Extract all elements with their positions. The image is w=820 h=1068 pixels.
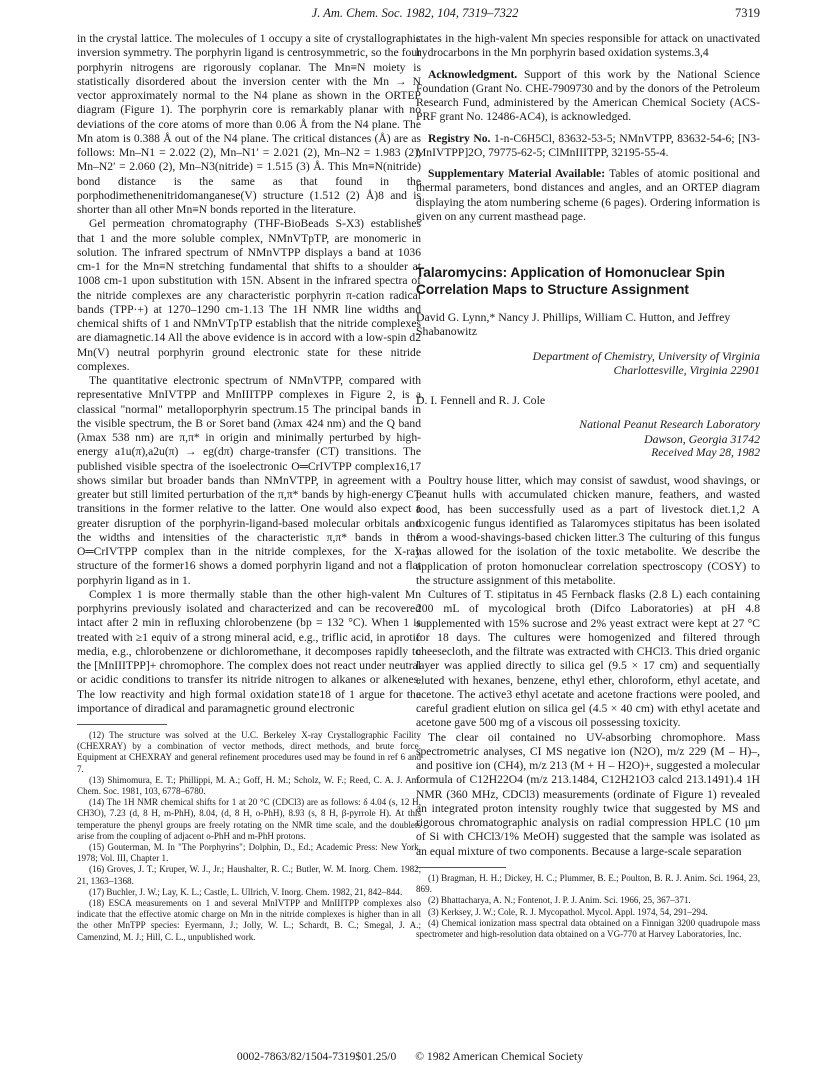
body-paragraph: Gel permeation chromatography (THF-BioBeads S-X3) establishes that 1 and the more soluble complex, NMnVTpTP, are monomeric in solution. The infrared spectrum of NMnVTPP displays a band at 1036 cm-1 for the Mn≡N stretching fundamental that shifts to a shoulder at 1008 cm-1 upon substitution with 15N. Absent in the infrared spectra of the nitride complexes are any characteristic porphyrin π-cation radical bands (TPP·+) at 1270–1290 cm-1.13 The 1H NMR line widths and chemical shifts of 1 and NMnVTpTP establish that the nitride complexes are diamagnetic.14 All the above evidence is in accord with a low-spin d2 Mn(V) neutral porphyrin ground electronic state for these nitride complexes.: [77, 217, 421, 373]
affiliation-line: Department of Chemistry, University of Virginia: [532, 348, 760, 363]
copyright: © 1982 American Chemical Society: [415, 1050, 584, 1063]
article-title: Talaromycins: Application of Homonuclear Spin Correlation Maps to Structure Assignment: [416, 265, 725, 297]
right-column: [416, 32, 760, 940]
author-list: D. I. Fennell and R. J. Cole: [416, 393, 546, 408]
affiliation-line: Charlottesville, Virginia 22901: [613, 362, 760, 377]
left-column: [77, 32, 421, 943]
footnote: (12) The structure was solved at the U.C. Berkeley X-ray Crystallographic Facility (CHEXRAY) by a combination of vector methods, direct methods, and brute force. Equipment at CHEXRAY and general refinement procedures used may be found in ref 6 and 7.: [77, 730, 421, 774]
supplementary-label: Supplementary Material Available:: [428, 167, 606, 180]
footnote: (15) Gouterman, M. In "The Porphyrins"; Dolphin, D., Ed.; Academic Press: New York, 1978; Vol. III, Chapter 1.: [77, 842, 421, 864]
running-header: [70, 6, 760, 26]
affiliation-line: National Peanut Research Laboratory: [579, 417, 760, 432]
body-paragraph: Complex 1 is more thermally stable than the other high-valent Mn porphyrins previously isolated and characterized and can be recovered intact after 2 min in refluxing chlorobenzene (bp = 132 °C). When 1 is treated with ≥1 equiv of a strong mineral acid, e.g., triflic acid, in aprotic media, e.g., chlorobenzene or dichloromethane, it decomposes rapidly to the [MnIIITPP]+ chromophore. The complex does not react under neutral or acidic conditions to transfer its nitride nitrogen to alkanes or alkenes. The low reactivity and high formal oxidation state18 of 1 argue for the importance of diradical and paramagnetic ground electronic: [77, 587, 421, 715]
footnote: (16) Groves, J. T.; Kruper, W. J., Jr.; Haushalter, R. C.; Butler, W. M. Inorg. Chem. 1982, 21, 1363–1368.: [77, 864, 421, 886]
footnote-divider: [416, 867, 506, 868]
supplementary-material: [416, 167, 760, 224]
page-footer: [0, 1050, 820, 1063]
footnote: (2) Bhattacharya, A. N.; Fontenot, J. P. J. Anim. Sci. 1966, 25, 367–371.: [428, 895, 691, 906]
footnote: (1) Bragman, H. H.; Dickey, H. C.; Plummer, B. E.; Poulton, B. R. J. Anim. Sci. 1964, 23, 869.: [416, 872, 760, 895]
footnote: (4) Chemical ionization mass spectral data obtained on a Finnigan 3200 quadrupole mass spectrometer and high-resolution data obtained on a VG-770 at Harvey Laboratories, Inc.: [416, 917, 760, 939]
registry-numbers: [416, 132, 760, 161]
registry-label: Registry No.: [428, 131, 491, 145]
footnote-divider: [77, 724, 167, 725]
footnote: (3) Kerksey, J. W.; Cole, R. J. Mycopathol. Mycol. Appl. 1974, 54, 291–294.: [428, 906, 708, 917]
footnote: (17) Buchler, J. W.; Lay, K. L.; Castle, L. Ullrich, V. Inorg. Chem. 1982, 21, 842–844.: [89, 886, 403, 897]
author-list: David G. Lynn,* Nancy J. Phillips, William C. Hutton, and Jeffrey Shabanowitz: [416, 310, 731, 339]
journal-citation: J. Am. Chem. Soc. 1982, 104, 7319–7322: [311, 6, 519, 20]
acknowledgment: [416, 68, 760, 125]
body-paragraph: The quantitative electronic spectrum of NMnVTPP, compared with representative MnIVTPP and MnIIITPP complexes in Figure 2, is a classical "normal" metalloporphyrin spectrum.15 The principal bands in the visible spectrum, the B or Soret band (λmax 424 nm) and the Q band (λmax 538 nm) are π,π* in origin and minimally perturbed by high-energy a1u(π),a2u(π) → eg(dπ) charge-transfer (CT) transitions. The published visible spectra of the isoelectronic O═CrIVTPP complex16,17 shows similar but broader bands than NMnVTPP, in agreement with a greater but still limited perturbation of the π,π* bands by high-energy CT transitions in the former relative to the latter. One would also expect a greater disruption of the porphyrin-ligand-based molecular orbitals and the widths and intensities of the characteristic π,π* bands in the O═CrIVTPP complex than in the nitride complexes, for the X-ray structure of the former16 shows a domed porphyrin ligand and not a flat porphyrin ligand as in 1.: [77, 374, 421, 587]
body-paragraph: Cultures of T. stipitatus in 45 Fernback flasks (2.8 L) each containing 200 mL of mycological broth (Difco Laboratories) at pH 4.8 supplemented with 15% sucrose and 2% yeast extract were kept at 27 °C for 18 days. The cultures were homogenized and filtered through cheesecloth, and the filtrate was extracted with CHCl3. This dried organic layer was applied directly to silica gel (9.5 × 17 cm) and sequentially eluted with hexanes, benzene, ethyl ether, chloroform, ethyl acetate, and acetone. The active3 ethyl acetate and acetone fractions were pooled, and careful gradient elution on silica gel (4.5 × 40 cm) with ethyl acetate and acetone gave 500 mg of a viscous oil possessing toxicity.: [416, 588, 760, 730]
page-number: 7319: [735, 6, 760, 20]
acknowledgment-text: Support of this work by the National Science Foundation (Grant No. CHE-7909730 and by the donors of the Petroleum Research Fund, administered by the American Chemical Society (ACS-PRF grant No. 12486-AC4), is acknowledged.: [416, 67, 760, 124]
footnote: (13) Shimomura, E. T.; Phillippi, M. A.; Goff, H. M.; Scholz, W. F.; Reed, C. A. J. Am. Chem. Soc. 1981, 103, 6778–6780.: [77, 774, 421, 797]
body-paragraph: The clear oil contained no UV-absorbing chromophore. Mass spectrometric analyses, CI MS negative ion (N2O), m/z 229 (M – H)–, and positive ion (CH4), m/z 213 (M + H – H2O)+, suggested a molecular formula of C12H22O4 (m/z 213.1484, C12H21O3 calcd 213.1491).4 1H NMR (360 MHz, CDCl3) measurements (ordinate of Figure 1) revealed an integrated proton intensity roughly twice that suggested by MS and rigorous chromatographic analysis on radial compression HPLC (10 μm of Si with CHCl3/1% MeOH) suggested that the sample was isolated as an equal mixture of two components. Because a large-scale separation: [416, 730, 760, 858]
supplementary-text: Tables of atomic positional and thermal parameters, bond distances and angles, and an ORTEP diagram displaying the atom numbering scheme (6 pages). Ordering information is given on any current masthead page.: [416, 167, 760, 223]
price-code: 0002-7863/82/1504-7319$01.25/0: [236, 1050, 397, 1063]
acknowledgment-label: Acknowledgment.: [428, 67, 518, 81]
affiliation-line: Dawson, Georgia 31742: [644, 431, 760, 446]
body-paragraph: Poultry house litter, which may consist of sawdust, wood shavings, or peanut hulls with accumulated chicken manure, feathers, and wasted food, has been successfully used as a part of livestock diet.1,2 A toxicogenic fungus identified as Talaromyces stipitatus has been isolated from a wood-shavings-based chicken litter.3 The culturing of this fungus has allowed for the isolation of the toxic metabolite. We describe the application of proton homonuclear correlation spectroscopy (COSY) to the structure assignment of this metabolite.: [416, 474, 760, 587]
footnote: (14) The 1H NMR chemical shifts for 1 at 20 °C (CDCl3) are as follows: δ 4.04 (s, 12 H, CH3O), 7.23 (d, 8 H, m-PhH), 8.04, (d, 8 H, o-PhH), 8.93 (s, 8 H, β-pyrrole H). At this temperature the phenyl groups are freely rotating on the NMR time scale, and the doublets arise from the coupling of adjacent o-PhH and m-PhH protons.: [77, 797, 421, 841]
received-date: Received May 28, 1982: [651, 445, 760, 459]
footnote: (18) ESCA measurements on 1 and several MnIVTPP and MnIIITPP complexes also indicate that the effective atomic charge on Mn in the nitride complexes is higher than in all the other MnTPP species: Eyermann, J.; Jolly, W. L.; Schardt, B. C.; Smegal, J. A.; Camenzind, M. J.; Hill, C. L., unpublished work.: [77, 898, 421, 942]
body-paragraph: states in the high-valent Mn species responsible for attack on unactivated hydrocarbons in the Mn porphyrin based oxidation systems.3,4: [416, 32, 760, 60]
body-paragraph: in the crystal lattice. The molecules of 1 occupy a site of crystallographic inversion symmetry. The porphyrin ligand is centrosymmetric, so the four porphyrin nitrogens are rigorously coplanar. The Mn≡N moiety is statistically disordered about the inversion center with the Mn → N vector approximately normal to the N4 plane as shown in the ORTEP diagram (Figure 1). The porphyrin core is remarkably planar with no deviations of the core atoms of more than 0.06 Å from the N4 plane. The Mn atom is 0.388 Å out of the N4 plane. The critical distances (Å) are as follows: Mn–N1 = 2.022 (2), Mn–N1′ = 2.021 (2), Mn–N2 = 1.983 (2), Mn–N2′ = 2.060 (2), Mn–N3(nitride) = 1.515 (3) Å. This Mn≡N(nitride) bond distance is the same as that found in the porphodimethenenitridomanganese(V) structure (1.512 (2) Å)8 and is shorter than all other Mn≡N bonds reported in the literature.: [77, 32, 421, 216]
registry-text: 1-n-C6H5Cl, 83632-53-5; NMnVTPP, 83632-54-6; [N3-MnIVTPP]2O, 79775-62-5; ClMnIIITPP, 32195-55-4.: [416, 131, 760, 159]
